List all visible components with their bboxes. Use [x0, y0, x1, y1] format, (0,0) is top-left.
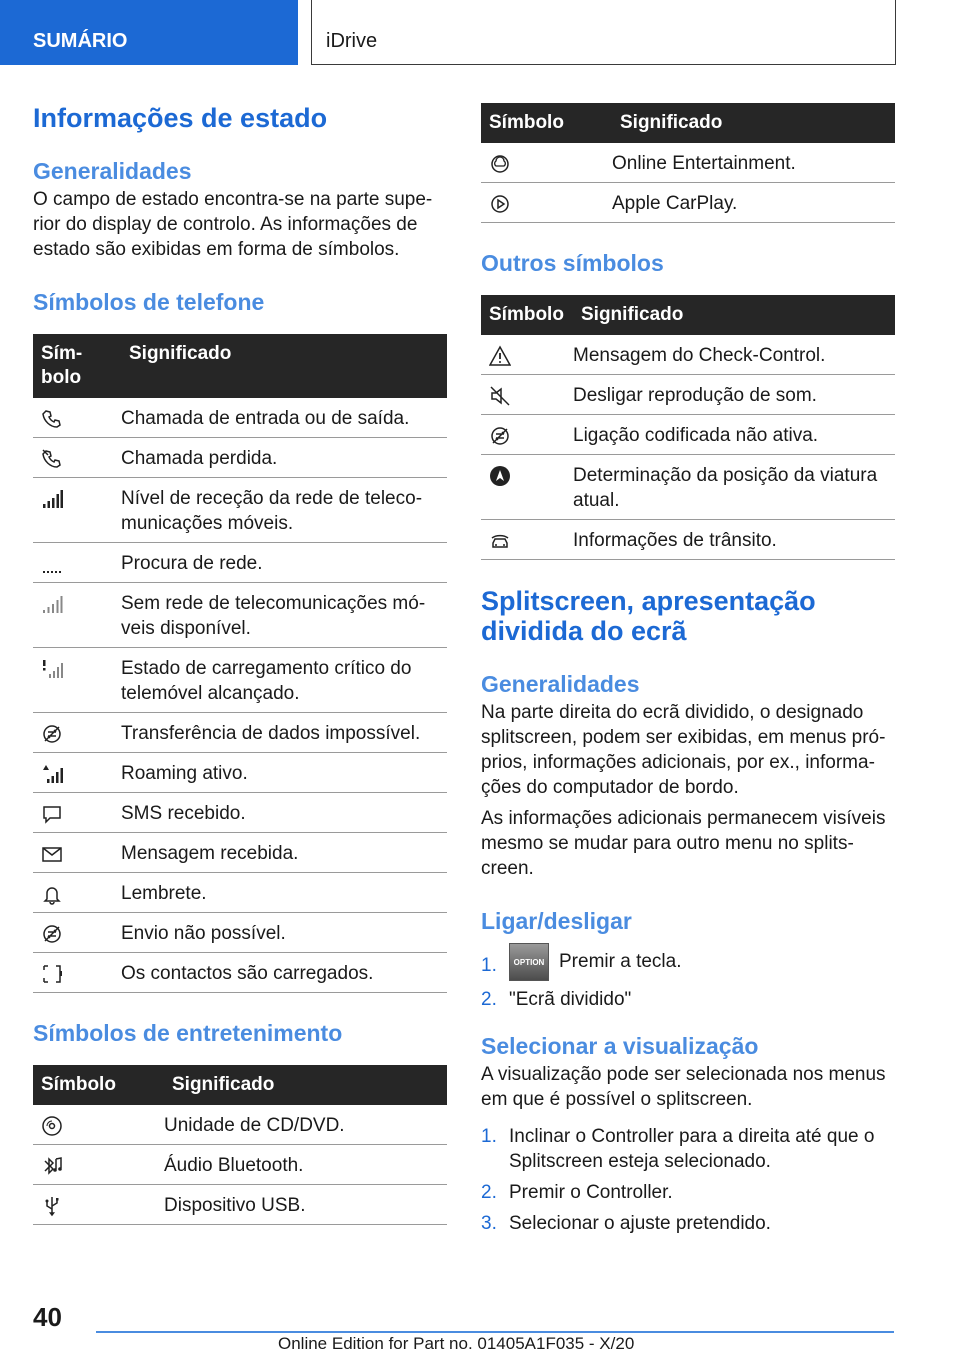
carplay-icon: [489, 193, 511, 215]
table-header: Símbolo: [33, 1065, 164, 1105]
bell-icon: [41, 883, 63, 905]
battery-critical-icon: [41, 658, 63, 680]
table-row: [481, 183, 895, 223]
symbol-cell: [481, 335, 573, 375]
meaning-cell: Chamada perdida.: [121, 438, 447, 478]
symbol-cell: [33, 713, 121, 753]
step-number: 1.: [481, 955, 497, 976]
symbol-cell: [481, 143, 612, 183]
meaning-cell: Transferência de dados impossível.: [121, 713, 447, 753]
subsection-title: Ligar/desligar: [481, 908, 632, 934]
subsection-title: Símbolos de telefone: [33, 289, 265, 315]
table-row: [33, 1105, 447, 1145]
symbol-cell: [33, 953, 121, 993]
table-header: Símbolo: [481, 103, 612, 143]
left-column: [33, 103, 447, 1225]
meaning-cell: Ligação codificada não ativa.: [573, 415, 895, 455]
subsection-title: Outros símbolos: [481, 250, 664, 276]
symbol-cell: [481, 415, 573, 455]
section-title: Informações de estado: [33, 103, 328, 133]
symbol-cell: [481, 520, 573, 560]
missed-call-icon: [41, 448, 63, 470]
symbol-cell: [33, 753, 121, 793]
symbol-cell: [481, 455, 573, 520]
table-row: [33, 713, 447, 753]
option-button-icon: OPTION: [509, 943, 549, 981]
contacts-loading-icon: [41, 963, 63, 985]
subsection-title: Generalidades: [481, 671, 640, 697]
step-item: [481, 1211, 895, 1236]
table-row: [33, 873, 447, 913]
meaning-cell: SMS recebido.: [121, 793, 447, 833]
table-row: [33, 1145, 447, 1185]
summary-tab[interactable]: SUMÁRIO: [0, 0, 298, 65]
signal-bars-icon: [41, 488, 63, 510]
page-number: 40: [33, 1302, 62, 1332]
table-row: [33, 833, 447, 873]
meaning-cell: Roaming ativo.: [121, 753, 447, 793]
entertainment-symbols-table-cont: [481, 103, 895, 223]
general-text: O campo de estado encontra-se na parte superior do display de controlo. As informações de estado são exibidas em forma de símbolos.: [33, 189, 433, 260]
meaning-cell: Mensagem recebida.: [121, 833, 447, 873]
step-item: [481, 1124, 895, 1174]
encryption-off-icon: [489, 425, 511, 447]
symbol-cell: [33, 1185, 164, 1225]
edition-note: Online Edition for Part no. 01405A1F035 - X/20: [278, 1334, 635, 1353]
step-text: "Ecrã dividido": [509, 989, 632, 1010]
table-row: [33, 398, 447, 438]
table-header: Significado: [573, 295, 895, 335]
step-text: Selecionar o ajuste pretendido.: [509, 1213, 771, 1234]
usb-icon: [41, 1195, 63, 1217]
table-header: Sím- bolo: [33, 334, 121, 398]
no-network-icon: [41, 593, 63, 615]
symbol-cell: [481, 375, 573, 415]
table-row: [481, 415, 895, 455]
select-text: A visualização pode ser selecionada nos menus em que é possível o splitscreen.: [481, 1064, 886, 1110]
symbol-cell: [33, 833, 121, 873]
step-item: [481, 1180, 895, 1205]
symbol-cell: [481, 183, 612, 223]
meaning-cell: Os contactos são carregados.: [121, 953, 447, 993]
cd-icon: [41, 1115, 63, 1137]
table-row: [33, 753, 447, 793]
meaning-cell: Envio não possível.: [121, 913, 447, 953]
meaning-cell: Estado de carregamento crítico do telemóvel alcançado.: [121, 648, 447, 713]
table-row: [33, 913, 447, 953]
symbol-cell: [33, 438, 121, 478]
meaning-cell: Online Entertainment.: [612, 143, 895, 183]
meaning-cell: Chamada de entrada ou de saída.: [121, 398, 447, 438]
send-blocked-icon: [41, 923, 63, 945]
table-row: [481, 375, 895, 415]
step-text: Premir o Controller.: [509, 1182, 673, 1203]
symbol-cell: [33, 648, 121, 713]
symbol-cell: [33, 543, 121, 583]
meaning-cell: Desligar reprodução de som.: [573, 375, 895, 415]
entertainment-symbols-table: [33, 1065, 447, 1225]
meaning-cell: Apple CarPlay.: [612, 183, 895, 223]
split-text-1: Na parte direita do ecrã dividido, o designado splitscreen, podem ser exibidas, em menus próprios, informações adicionais, por ex., informações do computador de bordo.: [481, 702, 886, 798]
step-text: Premir a tecla.: [559, 951, 682, 973]
mute-icon: [489, 385, 511, 407]
warning-icon: [489, 345, 511, 367]
split-text-2: As informações adicionais permanecem visíveis mesmo se mudar para outro menu no splitscreen.: [481, 808, 886, 879]
other-symbols-table: [481, 295, 895, 560]
subsection-title: Generalidades: [33, 158, 192, 184]
table-header: Significado: [121, 334, 447, 398]
table-row: [481, 335, 895, 375]
table-row: [33, 793, 447, 833]
symbol-cell: [33, 1145, 164, 1185]
table-row: [481, 520, 895, 560]
meaning-cell: Procura de rede.: [121, 543, 447, 583]
network-search-icon: [41, 553, 63, 575]
onoff-steps: [481, 943, 895, 1012]
step-item: [481, 987, 895, 1012]
symbol-cell: [33, 1105, 164, 1145]
section-title: Splitscreen, apresentação dividida do ecrã: [481, 586, 816, 646]
meaning-cell: Unidade de CD/DVD.: [164, 1105, 447, 1145]
phone-call-icon: [41, 408, 63, 430]
envelope-icon: [41, 843, 63, 865]
table-header: Símbolo: [481, 295, 573, 335]
online-entertainment-icon: [489, 153, 511, 175]
phone-symbols-table: [33, 334, 447, 993]
table-header: Significado: [612, 103, 895, 143]
data-transfer-blocked-icon: [41, 723, 63, 745]
table-row: [481, 455, 895, 520]
table-row: [33, 478, 447, 543]
meaning-cell: Dispositivo USB.: [164, 1185, 447, 1225]
footer-divider: [96, 1331, 894, 1333]
symbol-cell: [33, 583, 121, 648]
table-row: [481, 143, 895, 183]
symbol-cell: [33, 793, 121, 833]
right-column: [481, 103, 895, 1242]
select-steps: [481, 1124, 895, 1236]
roaming-icon: [41, 763, 63, 785]
meaning-cell: Mensagem do Check-Control.: [573, 335, 895, 375]
subsection-title: Símbolos de entretenimento: [33, 1020, 343, 1046]
symbol-cell: [33, 913, 121, 953]
meaning-cell: Informações de trânsito.: [573, 520, 895, 560]
table-row: [33, 1185, 447, 1225]
step-text: Inclinar o Controller para a direita até que o Splitscreen esteja selecionado.: [509, 1126, 875, 1172]
bluetooth-audio-icon: [41, 1155, 63, 1177]
symbol-cell: [33, 478, 121, 543]
step-number: 2.: [481, 1182, 497, 1203]
table-header: Significado: [164, 1065, 447, 1105]
table-row: [33, 583, 447, 648]
step-number: 2.: [481, 989, 497, 1010]
step-number: 3.: [481, 1213, 497, 1234]
table-row: [33, 543, 447, 583]
symbol-cell: [33, 873, 121, 913]
table-row: [33, 953, 447, 993]
meaning-cell: Lembrete.: [121, 873, 447, 913]
symbol-cell: [33, 398, 121, 438]
position-icon: [489, 465, 511, 487]
table-row: [33, 648, 447, 713]
step-item: [481, 943, 895, 981]
traffic-icon: [489, 530, 511, 552]
chapter-title: iDrive: [311, 0, 896, 65]
sms-icon: [41, 803, 63, 825]
step-number: 1.: [481, 1126, 497, 1147]
table-row: [33, 438, 447, 478]
meaning-cell: Determinação da posição da viatura atual.: [573, 455, 895, 520]
meaning-cell: Sem rede de telecomunicações móveis disponível.: [121, 583, 447, 648]
meaning-cell: Nível de receção da rede de telecomunicações móveis.: [121, 478, 447, 543]
meaning-cell: Áudio Bluetooth.: [164, 1145, 447, 1185]
subsection-title: Selecionar a visualização: [481, 1033, 759, 1059]
